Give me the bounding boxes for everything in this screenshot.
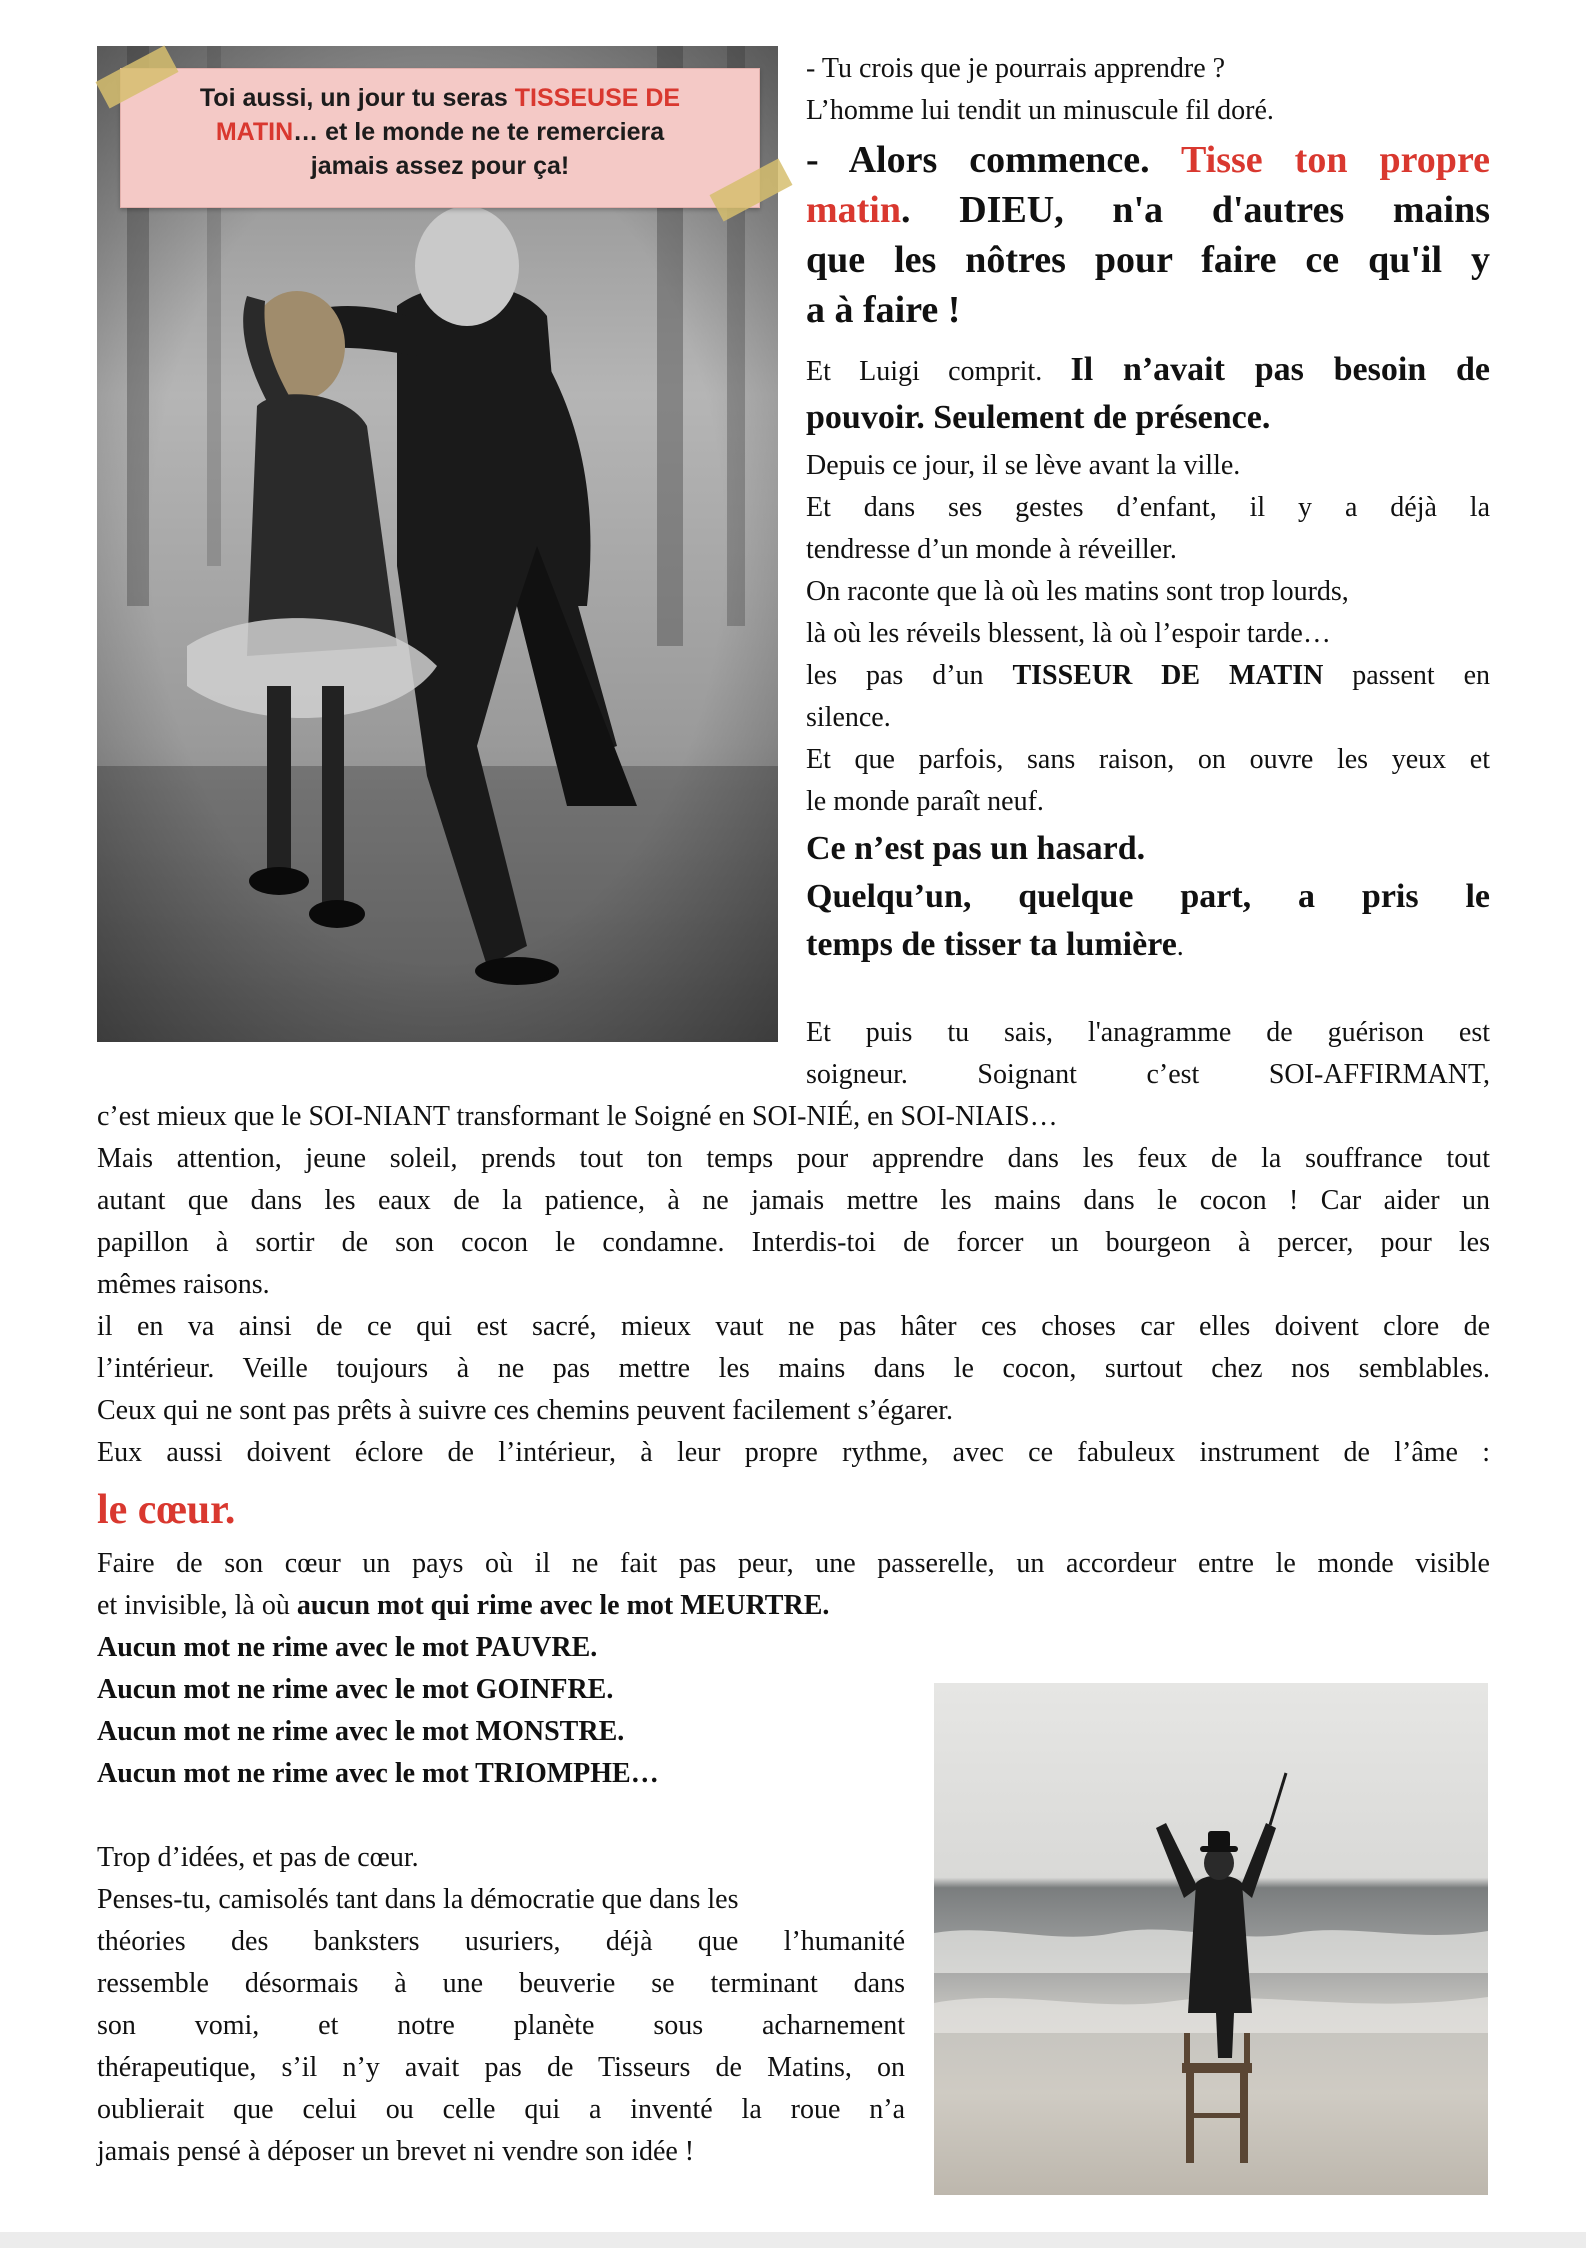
text-line: Eux aussi doivent éclore de l’intérieur, à leur propre rythme, avec ce fabuleux instrument de l’âme : [97, 1437, 1490, 1468]
text-line: Depuis ce jour, il se lève avant la ville. [806, 450, 1241, 481]
text-line-bold: Ce n’est pas un hasard. [806, 830, 1146, 867]
text-line: oublierait que celui ou celle qui a inventé la roue n’a [97, 2094, 905, 2125]
note-line-1: Toi aussi, un jour tu seras TISSEUSE DE [199, 84, 681, 112]
text-line: jamais pensé à déposer un brevet ni vendre son idée ! [97, 2136, 695, 2167]
text-line-bold: pouvoir. Seulement de présence. [806, 399, 1271, 436]
rhyme-line: Aucun mot ne rime avec le mot MONSTRE. [97, 1716, 625, 1747]
text-line: Et que parfois, sans raison, on ouvre les yeux et [806, 744, 1490, 775]
quote-note-card [120, 68, 760, 208]
text-line-bold: a à faire ! [806, 289, 961, 331]
text-line: L’homme lui tendit un minuscule fil doré. [806, 95, 1274, 126]
heart-heading: le cœur. [97, 1487, 236, 1533]
text-line: le monde paraît neuf. [806, 786, 1044, 817]
rhyme-line: Aucun mot ne rime avec le mot GOINFRE. [97, 1674, 614, 1705]
text-line: Et dans ses gestes d’enfant, il y a déjà la [806, 492, 1490, 523]
text-line-bold: Quelqu’un, quelque part, a pris le [806, 878, 1490, 915]
note-line-2: MATIN… et le monde ne te remerciera [215, 118, 665, 146]
conductor-illustration [934, 1683, 1488, 2195]
text-line: et invisible, là où aucun mot qui rime avec le mot MEURTRE. [97, 1590, 830, 1621]
text-line: Mais attention, jeune soleil, prends tout ton temps pour apprendre dans les feux de la souffrance tout [97, 1143, 1490, 1174]
text-line-bold: que les nôtres pour faire ce qu'il y [806, 239, 1490, 281]
text-line: son vomi, et notre planète sous acharnement [97, 2010, 905, 2041]
text-line: Trop d’idées, et pas de cœur. [97, 1842, 419, 1873]
text-line: théories des banksters usuriers, déjà que l’humanité [97, 1926, 905, 1957]
conductor-on-chair-at-sea-photo [934, 1683, 1488, 2195]
text-line-bold: temps de tisser ta lumière. [806, 926, 1184, 963]
text-line: il en va ainsi de ce qui est sacré, mieux vaut ne pas hâter ces choses car elles doivent clore de [97, 1311, 1490, 1342]
text-line: mêmes raisons. [97, 1269, 270, 1300]
text-line-bold: - Alors commence. Tisse ton propre [806, 139, 1490, 181]
rhyme-line: Aucun mot ne rime avec le mot PAUVRE. [97, 1632, 598, 1663]
text-line: c’est mieux que le SOI-NIANT transformant le Soigné en SOI-NIÉ, en SOI-NIAIS… [97, 1101, 1058, 1132]
rhyme-line: Aucun mot ne rime avec le mot TRIOMPHE… [97, 1758, 659, 1789]
text-line: - Tu crois que je pourrais apprendre ? [806, 53, 1226, 84]
text-line: là où les réveils blessent, là où l’espoir tarde… [806, 618, 1331, 649]
text-line: Penses-tu, camisolés tant dans la démocratie que dans les [97, 1884, 739, 1915]
text-line-bold: matin. DIEU, n'a d'autres mains [806, 189, 1490, 231]
text-line: autant que dans les eaux de la patience, à ne jamais mettre les mains dans le cocon ! Car aider un [97, 1185, 1490, 1216]
text-line: silence. [806, 702, 891, 733]
text-line: soigneur. Soignant c’est SOI-AFFIRMANT, [806, 1059, 1490, 1090]
text-line: Faire de son cœur un pays où il ne fait pas peur, une passerelle, un accordeur entre le monde visible [97, 1548, 1490, 1579]
text-line: Et Luigi comprit. Il n’avait pas besoin de [806, 351, 1491, 388]
text-line: l’intérieur. Veille toujours à ne pas mettre les mains dans le cocon, surtout chez nos semblables. [97, 1353, 1490, 1384]
note-line-3: jamais assez pour ça! [310, 152, 570, 180]
text-line: les pas d’un TISSEUR DE MATIN passent en [806, 660, 1490, 691]
text-line: ressemble désormais à une beuverie se terminant dans [97, 1968, 905, 1999]
text-line: Ceux qui ne sont pas prêts à suivre ces chemins peuvent facilement s’égarer. [97, 1395, 954, 1426]
text-line: thérapeutique, s’il n’y avait pas de Tisseurs de Matins, on [97, 2052, 905, 2083]
text-line: papillon à sortir de son cocon le condamne. Interdis-toi de forcer un bourgeon à percer, pour les [97, 1227, 1490, 1258]
text-line: tendresse d’un monde à réveiller. [806, 534, 1177, 565]
text-line: On raconte que là où les matins sont trop lourds, [806, 576, 1349, 607]
text-line: Et puis tu sais, l'anagramme de guérison est [806, 1017, 1490, 1048]
